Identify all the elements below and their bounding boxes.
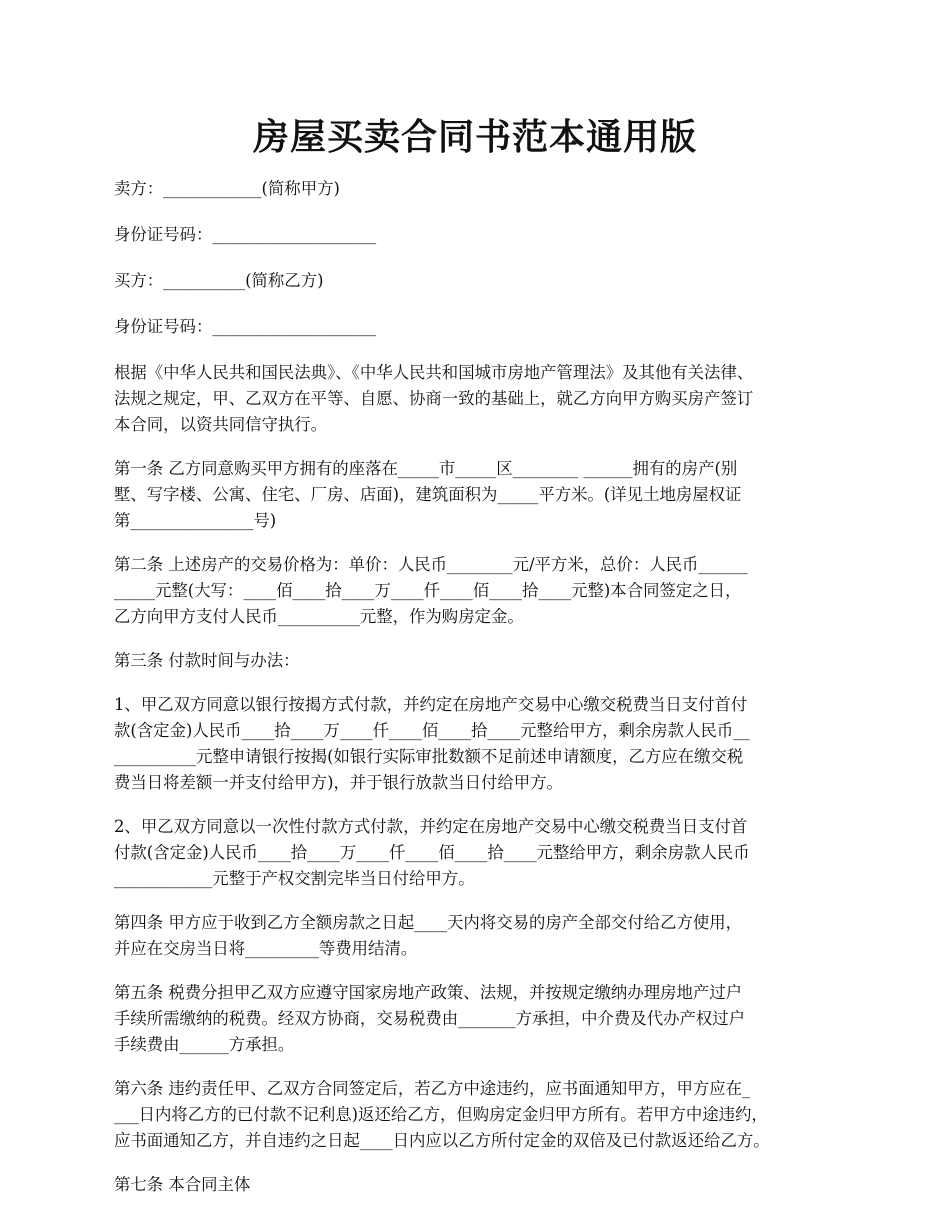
article-5: 第五条 税费分担甲乙双方应遵守国家房地产政策、法规，并按规定缴纳办理房地产过户 手续所需缴纳的税费。经双方协商，交易税费由_______方承担，中介费及代办产权过户 手续费由______方承担。: [114, 983, 746, 1054]
seller-id-line: 身份证号码：____________________: [114, 225, 377, 244]
article-3-clause-2: 2、甲乙双方同意以一次性付款方式付款，并约定在房地产交易中心缴交税费当日支付首 付款(含定金)人民币____拾____万____仟____佰____拾____元整给甲方，剩余房款人民币 ____________元整于产权交割完毕当日付给甲方。: [114, 817, 750, 888]
intro-paragraph: 根据《中华人民共和国民法典》、《中华人民共和国城市房地产管理法》及其他有关法律、 法规之规定，甲、乙双方在平等、自愿、协商一致的基础上，就乙方向甲方购买房产签订 本合同，以资共同信守执行。: [114, 363, 754, 434]
article-3-clause-1: 1、甲乙双方同意以银行按揭方式付款，并约定在房地产交易中心缴交税费当日支付首付 款(含定金)人民币____拾____万____仟____佰____拾____元整给甲方，剩余房款人民币__ __________元整申请银行按揭(如银行实际审批数额不足前述申请额度，乙方应在缴交税 费当日将差额一并支付给甲方)，并于银行放款当日付给甲方。: [114, 695, 750, 792]
buyer-id-line: 身份证号码：____________________: [114, 317, 377, 336]
article-4: 第四条 甲方应于收到乙方全额房款之日起____天内将交易的房产全部交付给乙方使用， 并应在交房当日将_________等费用结清。: [114, 913, 743, 958]
article-6: 第六条 违约责任甲、乙双方合同签定后，若乙方中途违约，应书面通知甲方，甲方应在_ ___日内将乙方的已付款不记利息)返还给乙方，但购房定金归甲方所有。若甲方中途违约， 应书面通知乙方，并自违约之日起____日内应以乙方所付定金的双倍及已付款返还给乙方。: [114, 1079, 770, 1150]
document-title: 房屋买卖合同书范本通用版: [252, 116, 697, 158]
seller-line: 卖方：____________(简称甲方): [114, 179, 340, 198]
article-3: 第三条 付款时间与办法：: [114, 651, 300, 670]
document-body: [114, 176, 854, 1216]
article-7: 第七条 本合同主体: [114, 1175, 251, 1194]
article-2: 第二条 上述房产的交易价格为：单价：人民币________元/平方米，总价：人民币______ _____元整(大写：____佰____拾____万____仟____佰____拾____元整)本合同签定之日， 乙方向甲方支付人民币__________元整，作为购房定金。: [114, 555, 748, 626]
buyer-line: 买方：__________(简称乙方): [114, 271, 324, 290]
article-1: 第一条 乙方同意购买甲方拥有的座落在_____市_____区________ ______拥有的房产(别 墅、写字楼、公寓、住宅、厂房、店面)，建筑面积为_____平方米。(详见土地房屋权证 第_______________号): [114, 459, 742, 530]
